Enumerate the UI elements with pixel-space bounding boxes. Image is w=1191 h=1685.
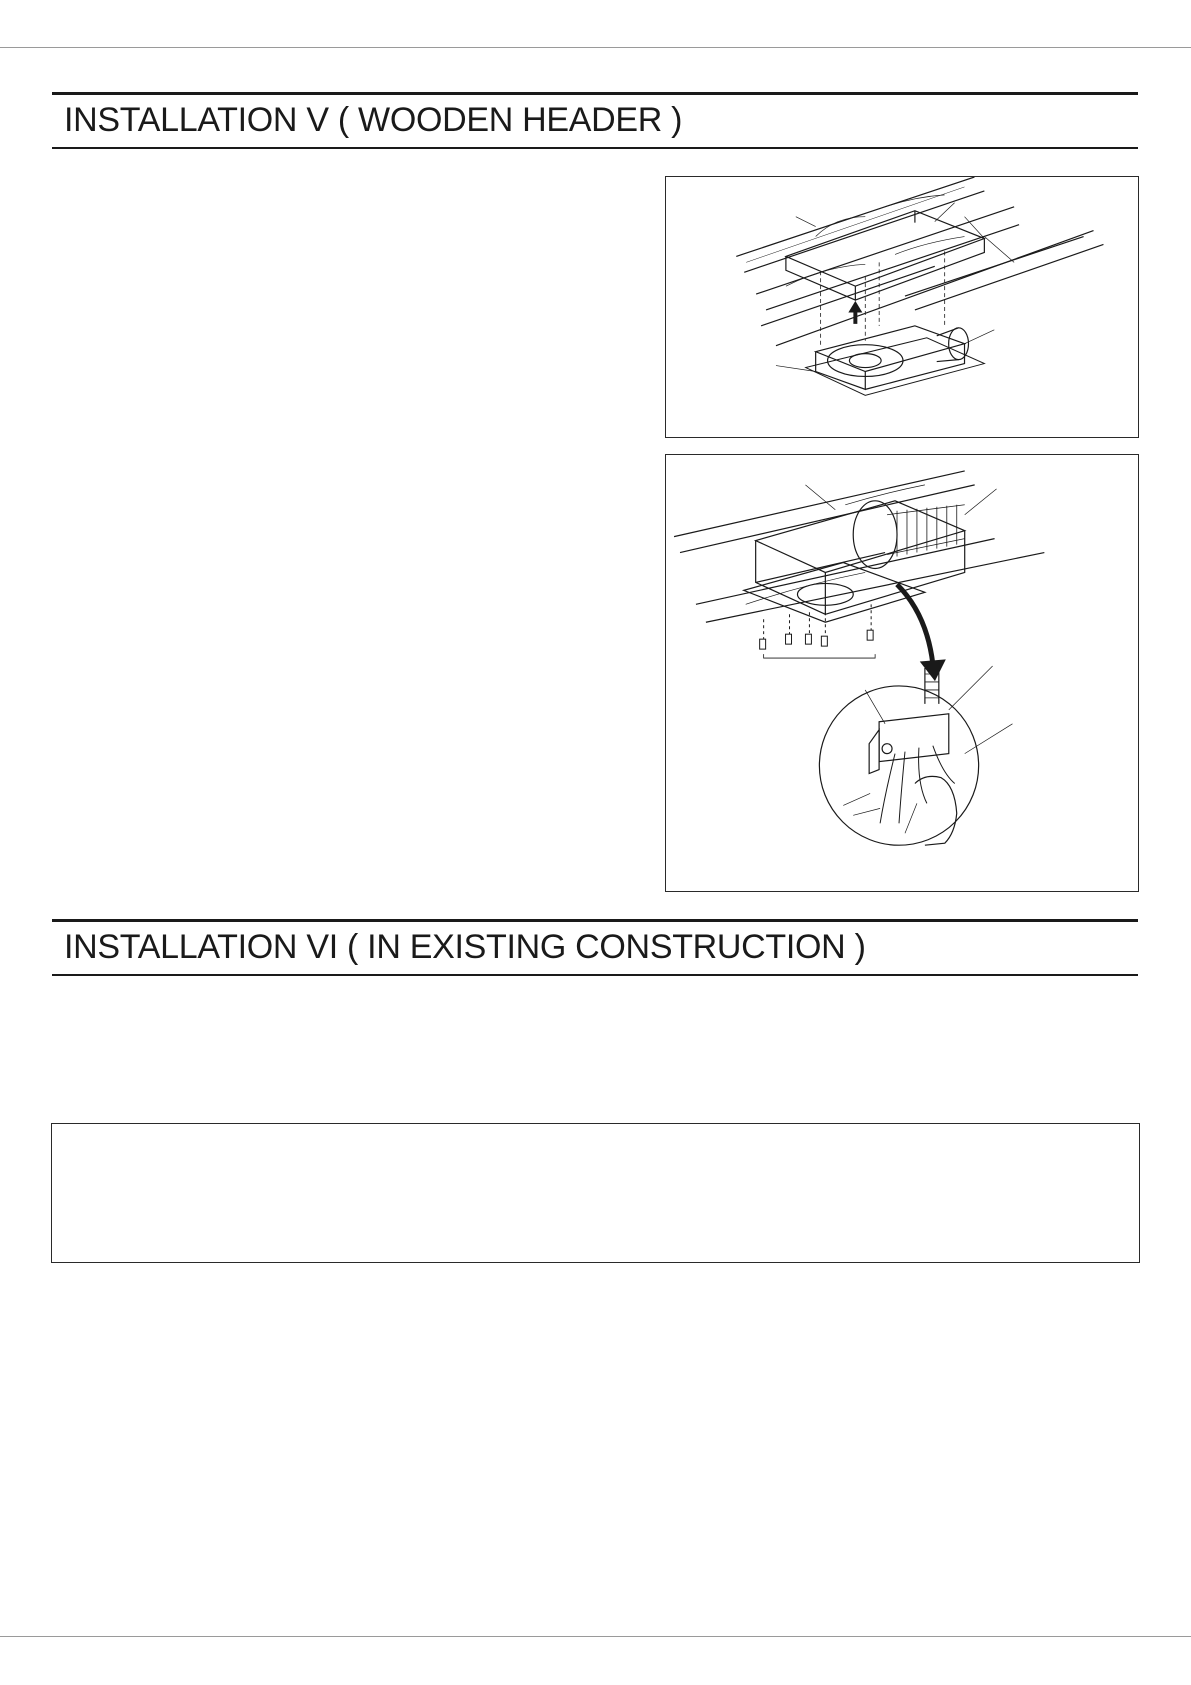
figure-wooden-header-frame — [665, 176, 1139, 438]
note-box — [51, 1123, 1140, 1263]
section-title: INSTALLATION VI ( IN EXISTING CONSTRUCTION ) — [64, 928, 866, 966]
duct-and-wiring-illustration — [666, 455, 1138, 891]
section-header-installation-v — [52, 92, 1138, 149]
section-header-installation-vi — [52, 919, 1138, 976]
top-divider — [0, 47, 1191, 48]
bottom-divider — [0, 1636, 1191, 1637]
section-title: INSTALLATION V ( WOODEN HEADER ) — [64, 101, 683, 139]
figure-fan-duct-wiring — [665, 454, 1139, 892]
wooden-header-illustration — [666, 177, 1138, 437]
